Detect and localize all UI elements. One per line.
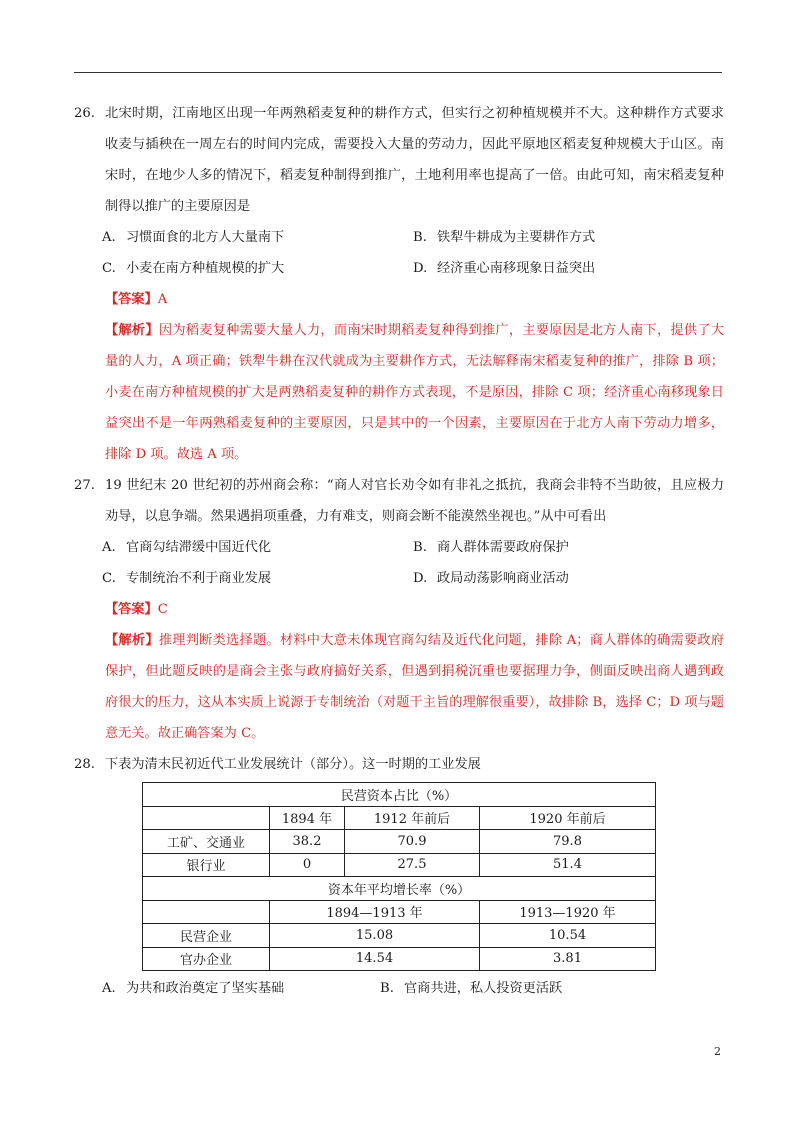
option-letter: B. (413, 540, 427, 555)
answer-26 (74, 284, 724, 315)
option-text: 经济重心南移现象日益突出 (437, 261, 596, 276)
answer-tag: 【答案】 (105, 602, 158, 617)
column-header: 1913—1920 年 (480, 900, 656, 924)
question-number: 26. (74, 106, 95, 121)
options-27 (74, 532, 724, 594)
option-letter: D. (413, 261, 428, 276)
row-label: 官办企业 (143, 947, 270, 971)
table-cell: 51.4 (480, 853, 656, 877)
option-letter: A. (102, 981, 116, 996)
column-header: 1894 年 (270, 806, 345, 830)
question-26 (74, 98, 724, 222)
option-letter: A. (102, 230, 116, 245)
option-letter: B. (380, 981, 394, 996)
options-28 (74, 973, 724, 1004)
table-row (143, 806, 656, 830)
column-header: 1912 年前后 (345, 806, 480, 830)
option-text: 官商勾结滞缓中国近代化 (126, 540, 272, 555)
question-number: 27. (74, 478, 95, 493)
answer-value: C (157, 602, 168, 617)
option-b (413, 532, 724, 563)
option-row (102, 563, 724, 594)
option-row (102, 532, 724, 563)
table-cell: 3.81 (480, 947, 656, 971)
option-letter: D. (413, 571, 428, 586)
option-letter: C. (102, 261, 116, 276)
option-text: 商人群体需要政府保护 (437, 540, 569, 555)
explanation-27 (74, 625, 724, 749)
option-c (102, 563, 413, 594)
column-header: 1920 年前后 (480, 806, 656, 830)
option-row (102, 253, 724, 284)
table-cell: 27.5 (345, 853, 480, 877)
row-label: 工矿、交通业 (143, 830, 270, 854)
table-cell: 38.2 (270, 830, 345, 854)
options-26 (74, 222, 724, 284)
table-row (143, 830, 656, 854)
table-cell: 10.54 (480, 924, 656, 948)
option-row (102, 973, 724, 1004)
option-text: 小麦在南方种植规模的扩大 (126, 261, 285, 276)
page-number: 2 (714, 1045, 721, 1058)
table-row (143, 877, 656, 901)
question-stem: 下表为清末民初近代工业发展统计（部分）。这一时期的工业发展 (105, 757, 481, 772)
table-row (143, 947, 656, 971)
table-row (143, 853, 656, 877)
header-rule (74, 72, 722, 73)
option-a (102, 532, 413, 563)
question-28 (74, 749, 724, 780)
explanation-tag: 【解析】 (105, 633, 159, 648)
industry-stats-table (142, 782, 656, 971)
option-a (102, 973, 380, 1004)
option-d (413, 563, 724, 594)
section-title: 资本年平均增长率（%） (143, 877, 656, 901)
section-title: 民营资本占比（%） (143, 783, 656, 807)
table-row (143, 783, 656, 807)
table-cell: 14.54 (270, 947, 480, 971)
table-cell: 0 (270, 853, 345, 877)
question-stem: 北宋时期，江南地区出现一年两熟稻麦复种的耕作方式，但实行之初种植规模并不大。这种耕作方式要求收麦与插秧在一周左右的时间内完成，需要投入大量的劳动力，因此平原地区稻麦复种规模大于山区。南宋时，在地少人多的情况下，稻麦复种制得到推广，土地利用率也提高了一倍。由此可知，南宋稻麦复种制得以推广的主要原因是 (105, 106, 724, 214)
option-text: 专制统治不利于商业发展 (126, 571, 272, 586)
table-row (143, 924, 656, 948)
row-label: 民营企业 (143, 924, 270, 948)
table-cell (143, 900, 270, 924)
option-letter: A. (102, 540, 116, 555)
option-b (380, 973, 712, 1004)
option-text: 官商共进，私人投资更活跃 (404, 981, 563, 996)
option-letter: B. (413, 230, 427, 245)
option-a (102, 222, 413, 253)
table-row (143, 900, 656, 924)
question-number: 28. (74, 757, 95, 772)
column-header: 1894—1913 年 (270, 900, 480, 924)
answer-tag: 【答案】 (105, 292, 158, 307)
option-text: 政局动荡影响商业活动 (437, 571, 569, 586)
explanation-tag: 【解析】 (105, 323, 159, 338)
explanation-text: 推理判断类选择题。材料中大意未体现官商勾结及近代化问题，排除 A；商人群体的确需要政府保护，但此题反映的是商会主张与政府搞好关系，但遇到捐税沉重也要据理力争，侧面反映出商人遇到政府很大的压力，这从本实质上说源于专制统治（对题干主旨的理解很重要），故排除 B，选择 C；D 项与题意无关。故正确答案为 C。 (105, 633, 725, 741)
table-cell: 70.9 (345, 830, 480, 854)
row-label: 银行业 (143, 853, 270, 877)
answer-27 (74, 594, 724, 625)
question-27 (74, 470, 724, 532)
explanation-26 (74, 315, 724, 470)
table-cell: 79.8 (480, 830, 656, 854)
page-content (74, 98, 724, 1004)
option-row (102, 222, 724, 253)
option-text: 为共和政治奠定了坚实基础 (126, 981, 285, 996)
explanation-text: 因为稻麦复种需要大量人力，而南宋时期稻麦复种得到推广，主要原因是北方人南下，提供了大量的人力，A 项正确；铁犁牛耕在汉代就成为主要耕作方式，无法解释南宋稻麦复种的推广，排除 B 项；小麦在南方种植规模的扩大是两熟稻麦复种的耕作方式表现，不是原因，排除 C 项；经济重心南移现象日益突出不是一年两熟稻麦复种的主要原因，只是其中的一个因素，主要原因在于北方人南下劳动力增多，排除 D 项。故选 A 项。 (105, 323, 725, 462)
option-letter: C. (102, 571, 116, 586)
option-b (413, 222, 724, 253)
question-stem: 19 世纪末 20 世纪初的苏州商会称：“商人对官长劝令如有非礼之抵抗，我商会非特不当助彼，且应极力劝导，以息争端。然果遇捐项重叠，力有难支，则商会断不能漠然坐视也。”从中可看出 (105, 478, 724, 524)
answer-value: A (157, 292, 168, 307)
table-cell (143, 806, 270, 830)
table-cell: 15.08 (270, 924, 480, 948)
option-text: 习惯面食的北方人大量南下 (126, 230, 285, 245)
option-d (413, 253, 724, 284)
option-text: 铁犁牛耕成为主要耕作方式 (437, 230, 596, 245)
option-c (102, 253, 413, 284)
